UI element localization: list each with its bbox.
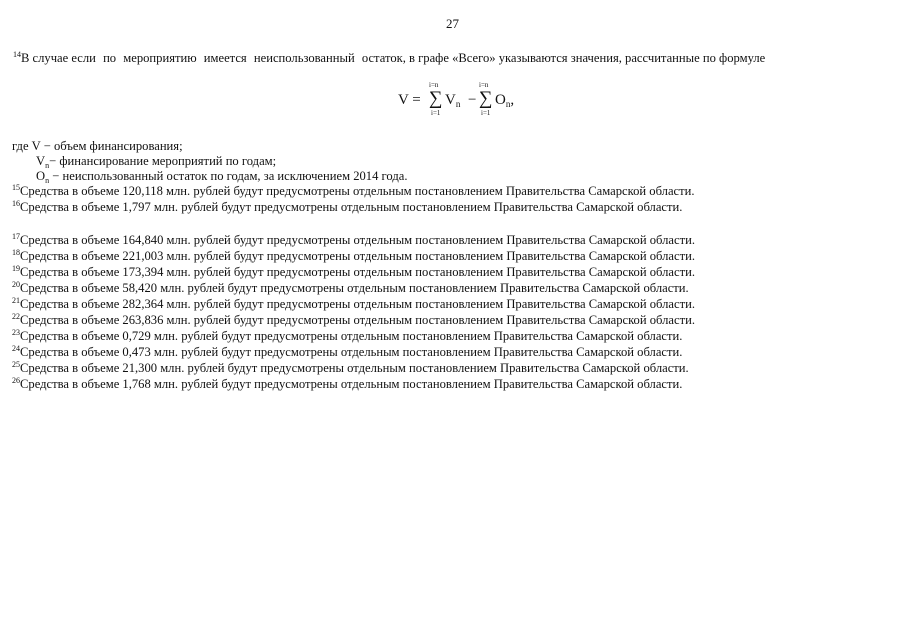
footnote: [12, 361, 689, 376]
footnote-marker: 26: [12, 376, 20, 385]
footnote-text: Средства в объеме 0,473 млн. рублей будут предусмотрены отдельным постановлением Правительства Самарской области.: [20, 345, 683, 359]
footnote: [12, 233, 695, 248]
footnote: [12, 329, 682, 344]
footnote-14-part: по: [103, 51, 117, 65]
footnote-marker: 20: [12, 280, 20, 289]
footnote-text: Средства в объеме 173,394 млн. рублей будут предусмотрены отдельным постановлением Правительства Самарской области.: [20, 265, 695, 279]
footnote-text: Средства в объеме 282,364 млн. рублей будут предусмотрены отдельным постановлением Правительства Самарской области.: [20, 297, 695, 311]
footnote-text: Средства в объеме 164,840 млн. рублей будут предусмотрены отдельным постановлением Правительства Самарской области.: [20, 233, 695, 247]
formula-lower-limit: i=1: [481, 109, 491, 117]
footnote: [12, 313, 695, 328]
footnote-text: Средства в объеме 120,118 млн. рублей будут предусмотрены отдельным постановлением Правительства Самарской области.: [20, 184, 695, 198]
footnote-marker: 17: [12, 232, 20, 241]
footnote: [12, 345, 682, 360]
footnote-marker: 22: [12, 312, 20, 321]
footnote: [12, 200, 682, 215]
footnote: [12, 184, 695, 199]
footnote-marker: 15: [12, 183, 20, 192]
formula-upper-limit: i=n: [479, 81, 489, 89]
footnote-text: Средства в объеме 1,768 млн. рублей будут предусмотрены отдельным постановлением Правительства Самарской области.: [20, 377, 683, 391]
formula-lhs: V =: [398, 92, 421, 108]
financing-formula: [398, 80, 538, 120]
footnote-text: Средства в объеме 58,420 млн. рублей будут предусмотрены отдельным постановлением Правительства Самарской области.: [20, 281, 689, 295]
footnote-marker: 18: [12, 248, 20, 257]
footnote-14-part: имеется: [203, 51, 247, 65]
footnote-text: Средства в объеме 1,797 млн. рублей будут предусмотрены отдельным постановлением Правительства Самарской области.: [20, 200, 683, 214]
legend-line: $V_n-$ финансирование мероприятий по годам;: [36, 154, 277, 170]
footnote-14-part: мероприятию: [123, 51, 197, 65]
formula-minus: −: [468, 92, 477, 108]
footnote-14: [13, 51, 765, 66]
footnote-text: Средства в объеме 263,836 млн. рублей будут предусмотрены отдельным постановлением Правительства Самарской области.: [20, 313, 695, 327]
sigma-icon: ∑: [429, 88, 443, 109]
footnote-marker: 19: [12, 264, 20, 273]
footnote-marker: 16: [12, 199, 20, 208]
footnote-marker: 14: [13, 50, 21, 59]
formula-term-v: $V_n$: [445, 92, 461, 109]
footnote-marker: 24: [12, 344, 20, 353]
page-number: 27: [446, 16, 459, 31]
footnote: [12, 297, 695, 312]
formula-term-o: $O_n$,: [495, 92, 515, 109]
footnote-14-part: В случае если: [21, 51, 96, 65]
footnote-marker: 25: [12, 360, 20, 369]
footnote: [12, 249, 695, 264]
footnote-14-part: неиспользованный: [253, 51, 355, 65]
formula-upper-limit: i=n: [429, 81, 439, 89]
sigma-icon: ∑: [479, 88, 493, 109]
footnote: [12, 377, 682, 392]
footnote-text: Средства в объеме 221,003 млн. рублей будут предусмотрены отдельным постановлением Правительства Самарской области.: [20, 249, 695, 263]
legend-line: $O_n$ − неиспользованный остаток по годам, за исключением 2014 года.: [36, 169, 408, 185]
footnote-text: Средства в объеме 0,729 млн. рублей будут предусмотрены отдельным постановлением Правительства Самарской области.: [20, 329, 683, 343]
footnote-text: Средства в объеме 21,300 млн. рублей будут предусмотрены отдельным постановлением Правительства Самарской области.: [20, 361, 689, 375]
footnote: [12, 281, 689, 296]
formula-lower-limit: i=1: [431, 109, 441, 117]
legend-line: где V − объем финансирования;: [12, 139, 183, 153]
footnote-marker: 21: [12, 296, 20, 305]
footnote-marker: 23: [12, 328, 20, 337]
footnote-14-part: остаток, в графе «Всего» указываются значения, рассчитанные по формуле: [361, 51, 766, 65]
footnote: [12, 265, 695, 280]
